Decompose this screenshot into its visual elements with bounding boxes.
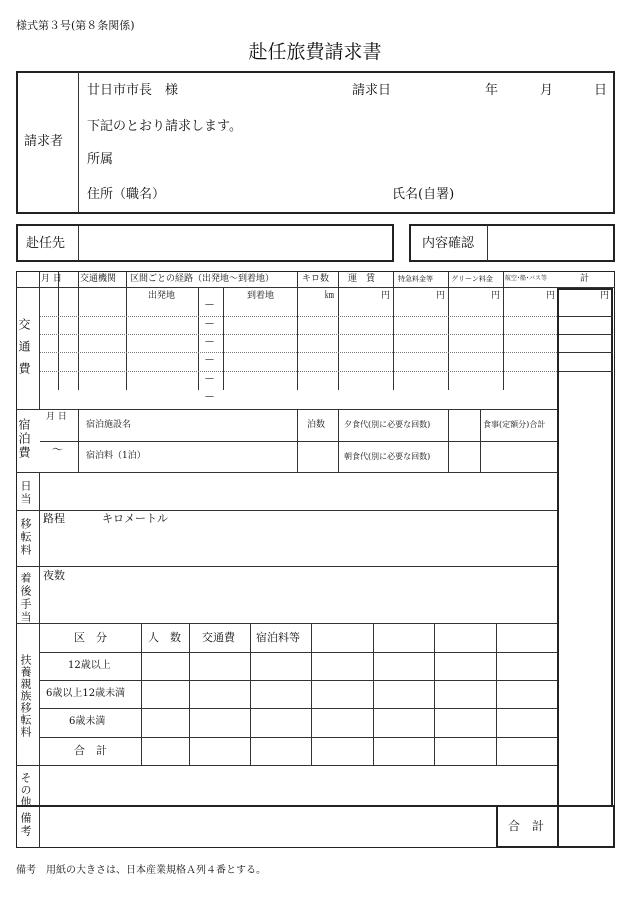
route-dash: — (205, 337, 214, 347)
name-field[interactable]: 氏名(自署) (392, 187, 455, 202)
header-fare: 運 賃 (348, 274, 376, 284)
yen-total: 円 (600, 291, 610, 301)
route-dash: — (205, 374, 214, 384)
form-number: 様式第３号(第８条関係) (16, 19, 135, 32)
remarks-label: 備考 (19, 812, 32, 838)
distance-label: 路程 (43, 512, 65, 525)
content-check-label: 内容確認 (422, 236, 475, 251)
distance-km: キロメートル (102, 512, 168, 525)
lodging-month-day: 月 日 (46, 412, 67, 422)
request-month[interactable]: 月 (540, 83, 554, 98)
yen-express: 円 (436, 291, 446, 301)
affiliation-field[interactable]: 所属 (87, 152, 114, 167)
dependents-lodging: 宿泊料等 (256, 631, 300, 644)
dependents-category: 区 分 (74, 631, 107, 644)
meal-total-label: 食事(定額分)合計 (483, 420, 546, 429)
relocation-label: 移転料 (19, 518, 32, 557)
header-transport: 交通機関 (80, 274, 117, 284)
km-unit: ㎞ (325, 291, 335, 301)
dependents-label: 扶養親族移転料 (19, 654, 32, 738)
arrival-allowance-label: 着後手当 (19, 572, 32, 624)
footer-note: 備考 用紙の大きさは、日本産業規格Ａ列４番とする。 (16, 865, 266, 876)
facility-name-label: 宿泊施設名 (86, 420, 132, 430)
total-column (557, 288, 613, 806)
route-dash: — (205, 392, 214, 402)
dependents-row: 6歳未満 (69, 716, 106, 727)
lodging-fee-label: 宿泊料（1泊） (86, 451, 146, 461)
dependents-row: 合 計 (74, 744, 107, 757)
route-dash: — (205, 319, 214, 329)
header-express: 特急料金等 (398, 275, 433, 283)
departure-label: 出発地 (148, 291, 176, 301)
other-label: その他 (19, 772, 32, 808)
request-statement: 下記のとおり請求します。 (87, 119, 242, 134)
address-field[interactable]: 住所（職名） (87, 187, 166, 202)
daily-label: 日当 (19, 480, 32, 506)
request-date-label: 請求日 (352, 83, 392, 98)
header-route: 区間ごとの経路（出発地〜到着地） (130, 274, 275, 284)
lodging-label: 宿泊費 (17, 418, 31, 460)
page-title: 赴任旅費請求書 (248, 41, 382, 63)
route-dash: — (205, 355, 214, 365)
expense-table (16, 271, 615, 848)
dinner-label: 夕食代(別に必要な回数) (344, 420, 431, 429)
addressee: 廿日市市長 様 (87, 83, 179, 98)
lodging-tilde: 〜 (52, 443, 63, 456)
dependents-transport: 交通費 (202, 631, 235, 644)
request-year[interactable]: 年 (485, 83, 499, 98)
header-month-day: 月 日 (41, 274, 62, 284)
route-dash: — (205, 300, 214, 310)
yen-fare: 円 (381, 291, 391, 301)
dependents-row: 6歳以上12歳未満 (46, 688, 126, 699)
requester-label: 請求者 (24, 134, 64, 149)
grand-total-input[interactable] (560, 808, 612, 845)
destination-label: 赴任先 (26, 236, 66, 251)
content-check-input[interactable] (489, 226, 613, 260)
breakfast-label: 朝食代(別に必要な回数) (344, 452, 431, 461)
destination-input[interactable] (80, 226, 392, 260)
nights-label: 泊数 (307, 420, 326, 430)
arrival-label: 到着地 (247, 291, 275, 301)
dependents-row: 12歳以上 (68, 660, 111, 671)
nights-count-label: 夜数 (43, 569, 65, 582)
header-green: グリーン料金 (451, 275, 493, 283)
header-total: 計 (580, 274, 590, 284)
request-day[interactable]: 日 (594, 83, 608, 98)
yen-green: 円 (491, 291, 501, 301)
transport-label: 交通費 (17, 318, 31, 384)
header-km: キロ数 (302, 274, 330, 284)
header-air: 航空･船･バス等 (505, 275, 548, 282)
yen-air: 円 (546, 291, 556, 301)
grand-total-label: 合 計 (508, 819, 545, 833)
dependents-persons: 人 数 (148, 631, 181, 644)
